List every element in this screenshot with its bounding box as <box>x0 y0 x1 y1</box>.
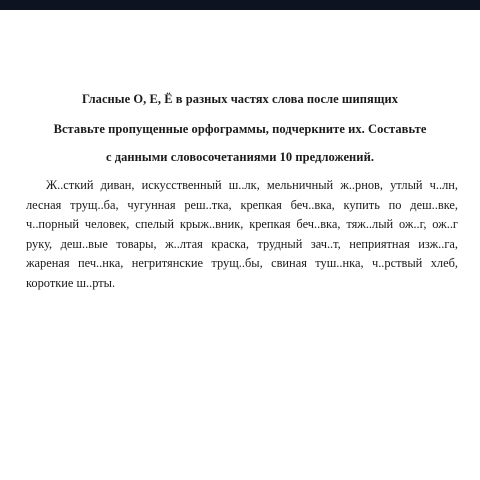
paragraph-line: лесная трущ..ба, чугунная реш..тка, крепкая беч..вка, купить по деш..вке, <box>26 197 458 212</box>
paragraph-line: ч..порный человек, спелый крыж..вник, крепкая беч..вка, тяж..лый ож..г, ож..г <box>26 217 458 231</box>
paragraph-line: жареная печ..нка, негритянские трущ..бы, свиная туш..нка, ч..рствый хлеб, <box>26 256 458 270</box>
top-dark-bar <box>0 0 480 10</box>
task-instruction-line-2: с данными словосочетаниями 10 предложений. <box>105 150 374 164</box>
task-instruction-line-1: Вставьте пропущенные орфограммы, подчеркните их. Составьте <box>53 122 427 136</box>
paragraph-line: короткие ш..рты. <box>26 275 116 290</box>
exercise-paragraph <box>26 176 458 293</box>
paragraph-line: Ж..сткий диван, искусственный ш..лк, мельничный ж..рнов, утлый ч..лн, <box>46 178 458 192</box>
paragraph-line: руку, деш..вые товары, ж..лтая краска, трудный зач..т, неприятная изж..га, <box>26 236 458 251</box>
document-title: Гласные О, Е, Ё в разных частях слова после шипящих <box>82 92 398 106</box>
